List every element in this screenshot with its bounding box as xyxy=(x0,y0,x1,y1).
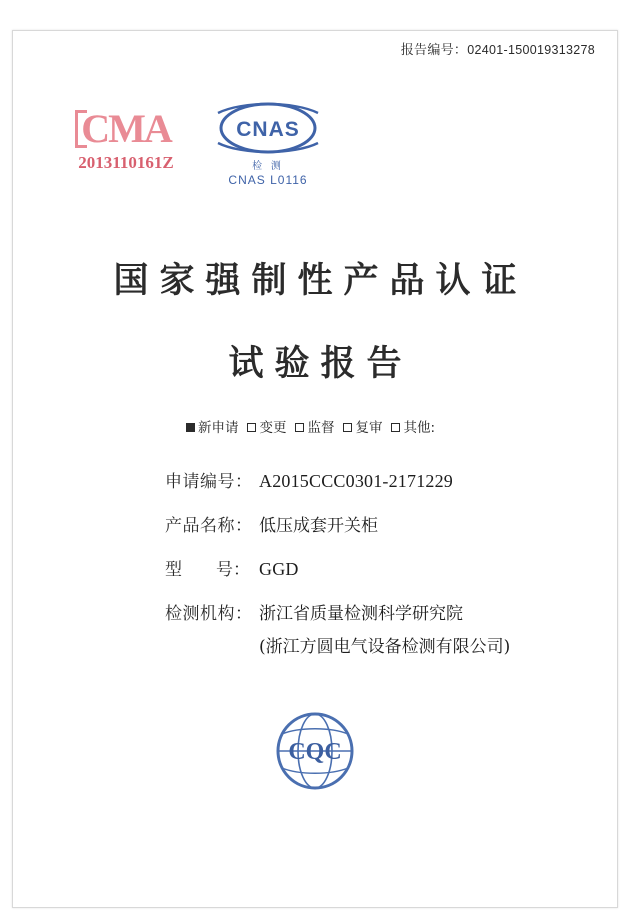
page-title-line2: 试验报告 xyxy=(228,343,413,384)
cqc-seal xyxy=(13,703,617,804)
cnas-mark xyxy=(193,99,343,187)
cnas-sub-label: 检 测 xyxy=(252,161,284,172)
cma-certificate-number: 2013110161Z xyxy=(78,153,174,172)
checkbox-label: 复审 xyxy=(355,420,383,436)
svg-text:CQC: CQC xyxy=(288,739,342,765)
cma-logo-icon: CMA xyxy=(77,107,175,151)
application-type-checkboxes xyxy=(13,416,617,436)
checkbox-option-3[interactable] xyxy=(343,420,382,436)
checkbox-icon[interactable] xyxy=(186,423,195,432)
checkbox-icon[interactable] xyxy=(343,423,352,432)
field-label: 检测机构： xyxy=(165,604,253,624)
checkbox-icon[interactable] xyxy=(295,423,304,432)
field-label: 型 号： xyxy=(165,560,250,580)
field-row-institution xyxy=(13,599,617,624)
field-label: 申请编号： xyxy=(165,472,253,492)
checkbox-option-4[interactable] xyxy=(391,420,435,436)
cnas-code: CNAS L0116 xyxy=(228,173,308,187)
page-title-line1: 国家强制性产品认证 xyxy=(113,260,528,301)
checkbox-label: 其他: xyxy=(403,420,436,436)
cqc-logo-icon xyxy=(267,703,363,799)
svg-text:CNAS: CNAS xyxy=(236,118,300,141)
cma-mark xyxy=(61,107,191,173)
checkbox-option-0[interactable] xyxy=(186,420,239,436)
checkbox-icon[interactable] xyxy=(247,423,256,432)
checkbox-option-2[interactable] xyxy=(295,420,334,436)
field-value-institution: 浙江省质量检测科学研究院 xyxy=(259,604,463,624)
field-row-product-name xyxy=(13,511,617,536)
field-row-application-number xyxy=(13,467,617,492)
field-value-application-number: A2015CCC0301-2171229 xyxy=(259,471,454,491)
cnas-logo-icon xyxy=(212,99,324,155)
field-value-model: GGD xyxy=(259,559,299,579)
report-number-label: 报告编号： xyxy=(400,42,468,57)
report-number xyxy=(401,39,595,58)
checkbox-icon[interactable] xyxy=(391,423,400,432)
field-value-product-name: 低压成套开关柜 xyxy=(259,516,378,536)
field-label: 产品名称： xyxy=(165,516,253,536)
field-row-model xyxy=(13,555,617,580)
checkbox-label: 新申请 xyxy=(197,420,239,436)
field-value-institution-second-line: (浙江方圆电气设备检测有限公司) xyxy=(259,637,511,657)
report-cover-sheet xyxy=(12,30,618,908)
accreditation-marks xyxy=(13,99,617,219)
cover-fields xyxy=(13,467,617,673)
checkbox-label: 监督 xyxy=(307,420,335,436)
checkbox-option-1[interactable] xyxy=(247,420,286,436)
checkbox-label: 变更 xyxy=(259,420,287,436)
report-number-value: 02401-150019313278 xyxy=(467,43,595,57)
